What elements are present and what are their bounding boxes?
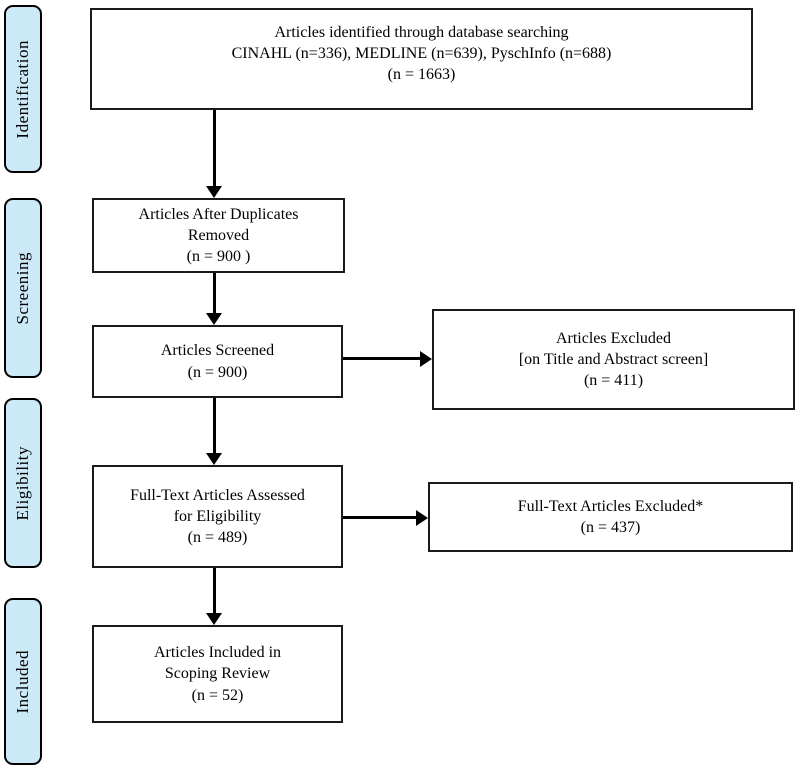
stage-label-text: Identification <box>13 39 32 139</box>
box-line: (n = 437) <box>580 519 641 536</box>
box-line: Full-Text Articles Assessed <box>130 486 305 504</box>
box-line: Scoping Review <box>164 665 271 683</box>
stage-label-identification <box>4 5 42 173</box>
arrow-fulltext-to-included <box>213 568 216 614</box>
box-line: Articles Excluded <box>555 329 672 347</box>
box-fulltext-assessed <box>92 465 343 568</box>
box-line: (n = 411) <box>583 372 644 390</box>
box-line: Articles identified through database searching <box>274 24 569 41</box>
box-line: (n = 900 ) <box>186 248 251 266</box>
box-line: CINAHL (n=336), MEDLINE (n=639), PyschInfo (n=688) <box>231 45 612 63</box>
box-duplicates-removed <box>92 198 345 273</box>
stage-label-text: Screening <box>13 251 32 325</box>
stage-label-screening <box>4 198 42 378</box>
box-line: (n = 489) <box>187 529 248 547</box>
stage-label-text: Included <box>13 649 32 714</box>
arrow-fulltext-to-excluded <box>343 516 417 519</box>
arrow-identified-to-duplicates <box>213 110 216 187</box>
arrow-duplicates-to-screened <box>213 273 216 314</box>
arrowhead-down-icon <box>206 453 222 465</box>
box-articles-included <box>92 625 343 723</box>
arrow-screened-to-excluded <box>343 357 421 360</box>
box-line: Full-Text Articles Excluded* <box>517 497 704 515</box>
arrowhead-down-icon <box>206 613 222 625</box>
box-line: Removed <box>187 226 250 244</box>
arrowhead-right-icon <box>420 351 432 367</box>
arrowhead-down-icon <box>206 186 222 198</box>
arrowhead-down-icon <box>206 313 222 325</box>
arrowhead-right-icon <box>416 510 428 526</box>
stage-label-text: Eligibility <box>13 445 32 521</box>
box-line: Articles Included in <box>153 644 282 662</box>
box-articles-identified <box>90 8 753 110</box>
box-line: Articles Screened <box>160 342 275 360</box>
box-line: (n = 900) <box>187 363 248 381</box>
stage-label-included <box>4 598 42 765</box>
box-line: (n = 1663) <box>387 66 456 84</box>
box-articles-screened <box>92 325 343 398</box>
box-line: (n = 52) <box>191 686 244 704</box>
box-fulltext-excluded <box>428 482 793 552</box>
box-line: [on Title and Abstract screen] <box>518 350 709 368</box>
stage-label-eligibility <box>4 398 42 568</box>
arrow-screened-to-fulltext <box>213 398 216 454</box>
box-line: Articles After Duplicates <box>138 205 299 223</box>
box-line: for Eligibility <box>173 507 262 525</box>
box-articles-excluded-title-abstract <box>432 309 795 410</box>
